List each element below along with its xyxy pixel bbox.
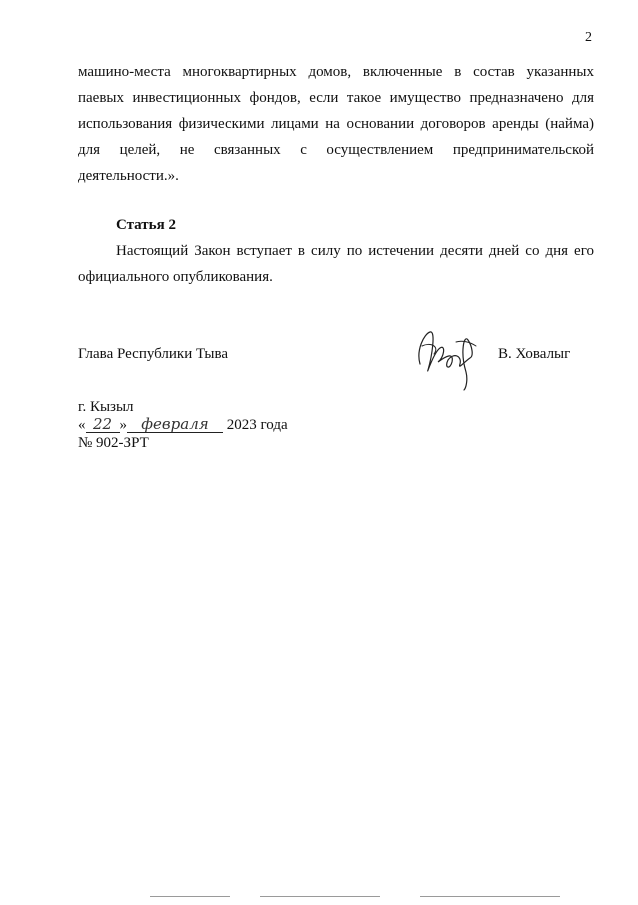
date-line — [78, 416, 288, 434]
handwritten-signature — [410, 312, 488, 392]
scan-artifact-line — [420, 896, 560, 897]
signatory-position: Глава Республики Тыва — [78, 346, 229, 362]
page-number: 2 — [585, 30, 592, 45]
article-heading: Статья 2 — [116, 217, 176, 233]
article-paragraph: Настоящий Закон вступает в силу по истечении десяти дней со дня его официального опубликования. — [78, 243, 594, 285]
date-month: февраля — [127, 416, 223, 433]
scan-artifact-line — [260, 896, 380, 897]
city-line: г. Кызыл — [78, 399, 134, 415]
date-year: 2023 года — [226, 417, 288, 433]
signatory-name: В. Ховалыг — [498, 346, 571, 362]
scan-artifact-line — [150, 896, 230, 897]
law-number: № 902-ЗРТ — [78, 435, 149, 451]
date-open-quote: « — [78, 417, 86, 433]
continuation-paragraph: машино-места многоквартирных домов, включенные в состав указанных паевых инвестиционных фондов, если такое имущество предназначено для использования физическими лицами на основании договоров аренды (найма) для целей, не связанных с осуществлением предпринимательской деятельности.». — [78, 64, 594, 184]
date-close-quote: » — [119, 417, 127, 433]
date-day: 22 — [86, 416, 120, 433]
